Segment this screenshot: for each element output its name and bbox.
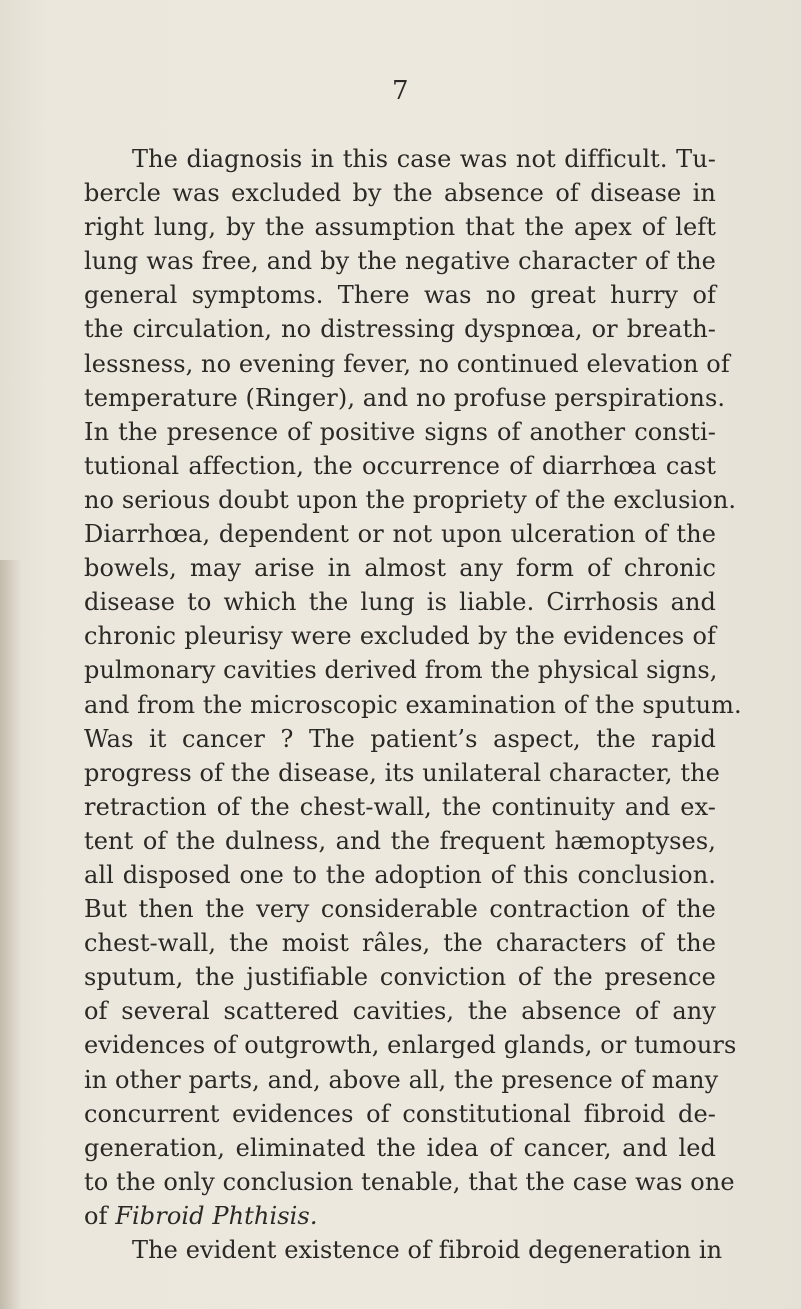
text-line: concurrent evidences of constitutional fibroid de- — [84, 1099, 716, 1128]
text-line: and from the microscopic examination of the sputum. — [84, 690, 742, 719]
text-line: In the presence of positive signs of another consti- — [84, 417, 716, 446]
text-line: pulmonary cavities derived from the physical signs, — [84, 656, 718, 685]
text-line: chronic pleurisy were excluded by the evidences of — [84, 622, 716, 651]
text-line: bowels, may arise in almost any form of chronic — [84, 554, 716, 583]
text-line: chest-wall, the moist râles, the characters of the — [84, 929, 716, 958]
text-line: tutional affection, the occurrence of diarrhœa cast — [84, 451, 716, 480]
text-line: general symptoms. There was no great hurry of — [84, 281, 716, 310]
text-line: evidences of outgrowth, enlarged glands, or tumours — [84, 1031, 737, 1060]
text-line: Diarrhœa, dependent or not upon ulceration of the — [84, 520, 716, 549]
text-line: temperature (Ringer), and no profuse perspirations. — [84, 383, 726, 412]
text-line: generation, eliminated the idea of cancer, and led — [84, 1133, 716, 1162]
text-line: right lung, by the assumption that the apex of left — [84, 213, 716, 242]
text-line: to the only conclusion tenable, that the case was one — [84, 1167, 735, 1196]
text-line: progress of the disease, its unilateral character, the — [84, 758, 720, 787]
text-line: The evident existence of fibroid degeneration in — [132, 1236, 723, 1264]
text-line: disease to which the lung is liable. Cirrhosis and — [84, 588, 716, 617]
text-line: Was it cancer ? The patient’s aspect, the rapid — [84, 724, 716, 753]
text-line: retraction of the chest-wall, the continuity and ex- — [84, 792, 716, 821]
text-line: The diagnosis in this case was not difficult. Tu- — [132, 145, 716, 173]
text-line: lung was free, and by the negative character of the — [84, 247, 716, 276]
text-line: in other parts, and, above all, the presence of many — [84, 1065, 719, 1094]
line-prefix: of — [84, 1201, 116, 1230]
text-line: all disposed one to the adoption of this conclusion. — [84, 860, 716, 889]
body-text — [84, 142, 742, 1267]
text-line: But then the very considerable contraction of the — [84, 895, 716, 924]
text-line: bercle was excluded by the absence of disease in — [84, 179, 716, 208]
text-line: the circulation, no distressing dyspnœa, or breath- — [84, 315, 716, 344]
italic-term: Fibroid Phthisis. — [115, 1201, 318, 1230]
text-line: tent of the dulness, and the frequent hæmoptyses, — [84, 826, 716, 855]
text-line: lessness, no evening fever, no continued elevation of — [84, 349, 730, 378]
text-line: no serious doubt upon the propriety of the exclusion. — [84, 485, 737, 514]
page-number: 7 — [392, 76, 409, 106]
page-edge-shadow — [0, 560, 22, 1309]
text-line: sputum, the justifiable conviction of the presence — [84, 963, 716, 992]
text-line-with-italic — [84, 1199, 716, 1233]
text-line: of several scattered cavities, the absence of any — [84, 997, 716, 1026]
